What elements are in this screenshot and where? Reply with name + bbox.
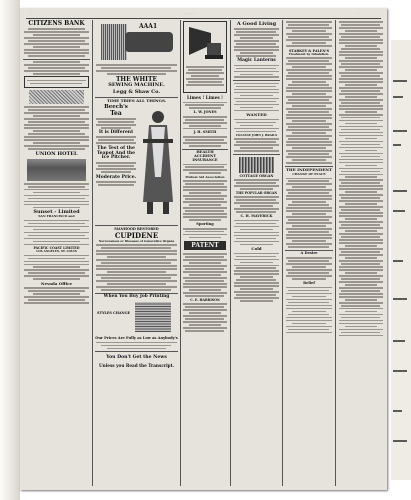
bank-ad-box — [24, 76, 89, 88]
moderate-price-heading: Moderate Price. — [95, 174, 137, 180]
test-heading: The Test of the — [97, 146, 135, 152]
phonograph-ad — [183, 21, 227, 93]
manhood-restored-heading: MANHOOD RESTORED — [114, 226, 159, 231]
hotel-engraving — [27, 159, 86, 181]
nevada-office-heading: Nevada Office — [40, 281, 73, 287]
stagecoach-illustration — [29, 90, 84, 104]
scissors-illustration — [125, 32, 173, 52]
sporting-heading: Sporting — [196, 221, 214, 226]
phonograph-illustration — [185, 23, 225, 61]
magic-lanterns-heading: Magic Lanterns — [237, 57, 276, 63]
cottage-organ-heading: COTTAGE ORGAN — [239, 173, 274, 178]
newspaper-page — [20, 8, 387, 490]
citizens-bank-heading: CITIZENS BANK — [28, 20, 85, 27]
cupidene-heading: CUPIDENE — [114, 231, 159, 241]
transcript-heading: Unless you Read the Transcript. — [99, 362, 174, 368]
accident-heading: ACCIDENT — [193, 154, 216, 159]
white-heading: THE WHITE — [115, 75, 158, 83]
beech-tea-ad — [95, 103, 178, 223]
book-binding-spine — [0, 0, 20, 500]
thread-spool-illustration — [101, 24, 127, 60]
inhalation-heading: Treatment by Inhalation. — [288, 52, 330, 57]
limes-heading: Limes ! Limes ! — [186, 95, 224, 100]
legg-shaw-heading: Legg & Shaw Co. — [112, 88, 161, 95]
robed-man-illustration — [139, 107, 177, 219]
smith-heading: J. H. SMITH — [193, 130, 217, 135]
beech-heading: Beech's — [104, 104, 128, 111]
cold-heading: Cold — [251, 246, 262, 252]
organ-illustration — [239, 157, 274, 173]
sunset-limited-heading: Sunset - Limited — [33, 209, 80, 216]
patent-heading: PATENT — [184, 241, 226, 250]
is-different-heading: It is Different — [98, 129, 134, 135]
jones-heading: L. W. JONES — [193, 110, 217, 115]
union-hotel-heading: UNION HOTEL — [35, 150, 78, 157]
nervousness-heading: Nervousness or Diseases of Generative Organs — [98, 239, 175, 244]
pacific-coast-limited-heading: PACIFIC COAST LIMITED — [33, 246, 80, 251]
insurance-heading: INSURANCE — [192, 157, 218, 162]
page-header-rule: · · · · · · · · · · · · · — [26, 10, 381, 19]
san-francisco-line: SAN FRANCISCO and — [38, 214, 75, 219]
teapot-heading: Teapot And the — [96, 150, 136, 156]
wanted-heading: WANTED — [246, 112, 267, 118]
column-3 — [182, 20, 228, 488]
aaa1-slogan: AAA1 — [139, 23, 158, 30]
independent-heading: THE INDEPENDENT — [285, 167, 333, 173]
news-heading: You Don't Get the News — [106, 354, 167, 360]
pitcher-heading: Ice Pitcher. — [101, 155, 131, 161]
aaa1-ad — [97, 22, 176, 62]
adjacent-page-edge — [391, 40, 411, 480]
styles-change-text: STYLES CHANGE — [97, 310, 131, 315]
job-printing-heading: When You Buy Job Printing — [103, 294, 170, 300]
harrison-heading: C. E. HARRISON — [190, 297, 220, 302]
column-2 — [95, 20, 178, 488]
column-4 — [233, 20, 280, 488]
maverick-heading: C. H. MAVERICK — [240, 214, 273, 218]
prices-heading: Our Prices Are Fully as Low as Anybody's — [95, 335, 178, 340]
sewing-machine-heading: SEWING MACHINE. — [108, 81, 165, 88]
starkey-palen-heading: STARKEY & PALEN'S — [288, 48, 330, 53]
los-angeles-line: LOS ANGELES, ST. LOUIS — [36, 249, 77, 254]
mutual-aid-heading: Mutual Aid Association — [185, 175, 225, 180]
popular-organ-heading: THE POPULAR ORGAN — [235, 190, 278, 195]
column-1 — [23, 20, 90, 488]
printing-press-illustration — [135, 302, 171, 332]
health-heading: HEALTH — [196, 150, 214, 155]
change-of-place-heading: CHANGE OF PLACE — [292, 172, 326, 177]
column-6-classifieds — [338, 20, 384, 488]
column-5 — [285, 20, 333, 488]
desire-heading: A Desire — [300, 251, 318, 256]
relief-heading: Relief — [303, 280, 315, 285]
college-heading: COLLEGE JOHN J. BRAILS — [235, 133, 278, 138]
good-living-heading: A Good Living — [236, 21, 277, 27]
time-tries-heading: TIME TRIES ALL THINGS. — [106, 98, 167, 104]
tea-heading: Tea — [110, 109, 122, 117]
